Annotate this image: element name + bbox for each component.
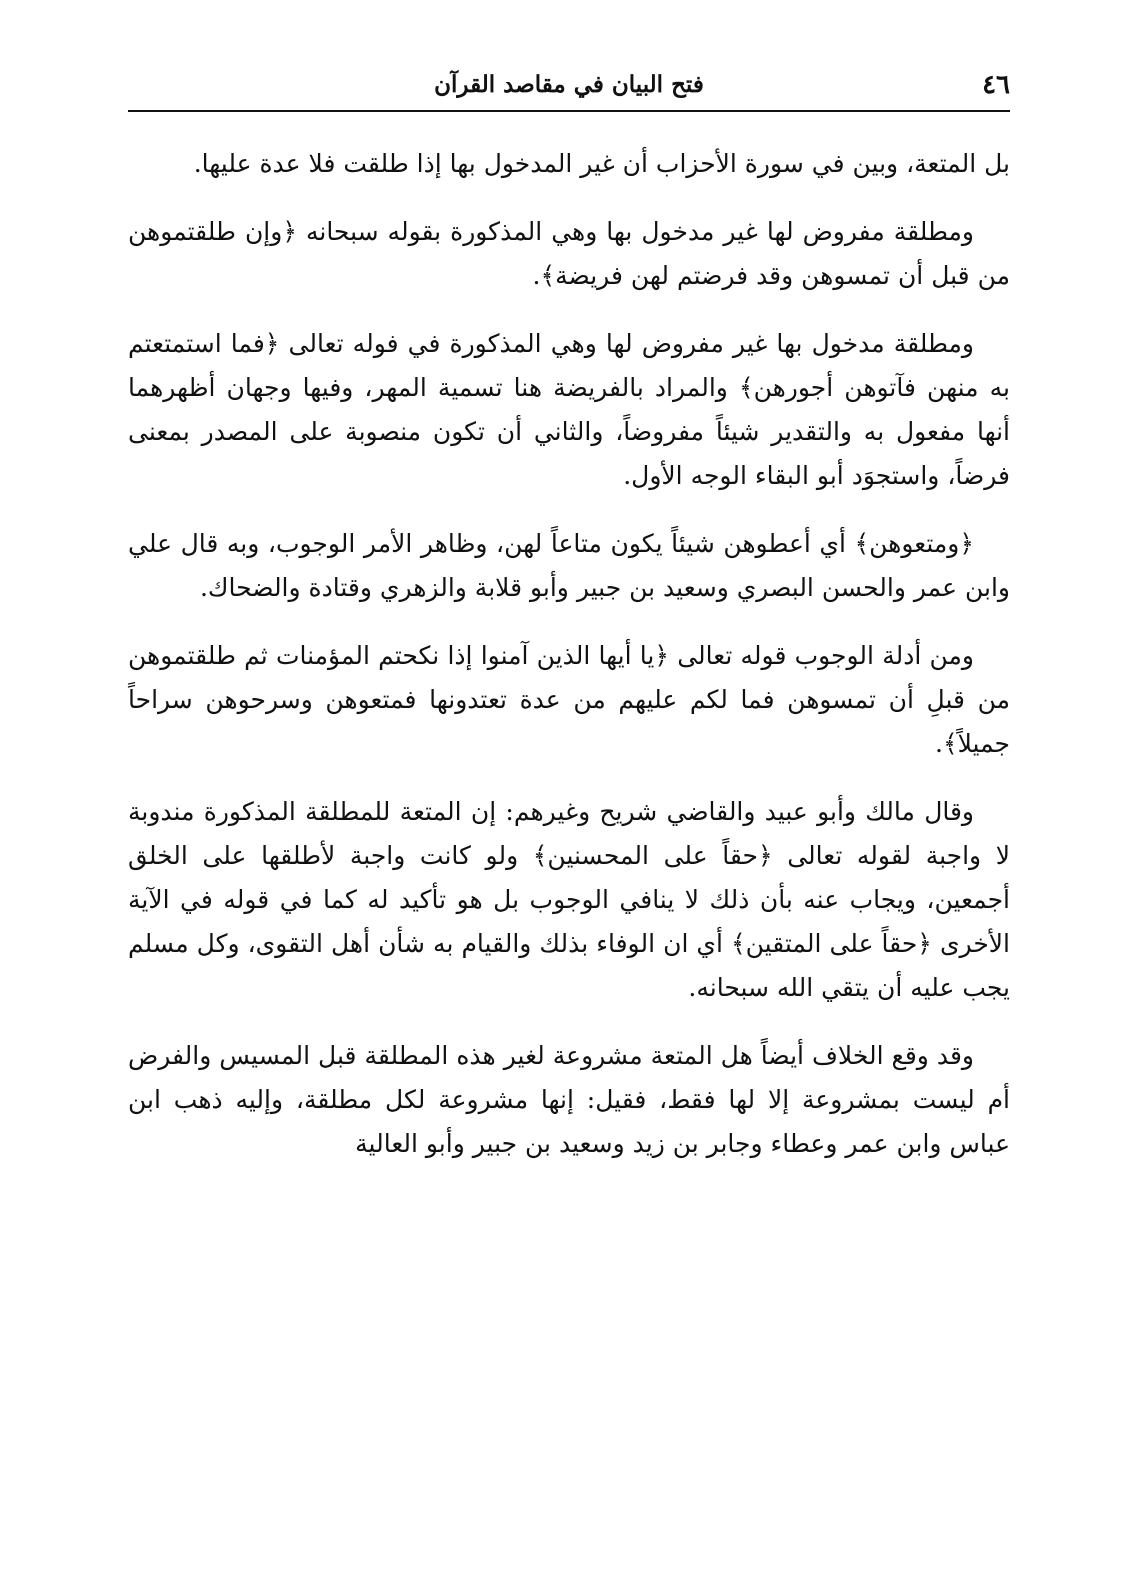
page-body xyxy=(128,142,1010,1166)
paragraph: ومن أدلة الوجوب قوله تعالى ﴿يا أيها الذين آمنوا إذا نكحتم المؤمنات ثم طلقتموهن من قبلِ أن تمسوهن فما لكم عليهم من عدة تعتدونها فمتعوهن وسرحوهن سراحاً جميلاً﴾. xyxy=(128,641,1010,758)
paragraph: ﴿ومتعوهن﴾ أي أعطوهن شيئاً يكون متاعاً لهن، وظاهر الأمر الوجوب، وبه قال علي وابن عمر والحسن البصري وسعيد بن جبير وأبو قلابة والزهري وقتادة والضحاك. xyxy=(128,529,1010,602)
paragraph: ومطلقة مفروض لها غير مدخول بها وهي المذكورة بقوله سبحانه ﴿وإن طلقتموهن من قبل أن تمسوهن وقد فرضتم لهن فريضة﴾. xyxy=(128,217,1010,290)
page-number: ٤٦ xyxy=(982,70,1010,100)
paragraph: وقال مالك وأبو عبيد والقاضي شريح وغيرهم: إن المتعة للمطلقة المذكورة مندوبة لا واجبة لقوله تعالى ﴿حقاً على المحسنين﴾ ولو كانت واجبة لأطلقها على الخلق أجمعين، ويجاب عنه بأن ذلك لا ينافي الوجوب بل هو تأكيد له كما في قوله في الآية الأخرى ﴿حقاً على المتقين﴾ أي ان الوفاء بذلك والقيام به شأن أهل التقوى، وكل مسلم يجب عليه أن يتقي الله سبحانه. xyxy=(128,797,1010,1002)
paragraph: ومطلقة مدخول بها غير مفروض لها وهي المذكورة في فوله تعالى ﴿فما استمتعتم به منهن فآتوهن أجورهن﴾ والمراد بالفريضة هنا تسمية المهر، وفيها وجهان أظهرهما أنها مفعول به والتقدير شيئاً مفروضاً، والثاني أن تكون منصوبة على المصدر بمعنى فرضاً، واستجوَد أبو البقاء الوجه الأول. xyxy=(128,329,1010,490)
paragraph: وقد وقع الخلاف أيضاً هل المتعة مشروعة لغير هذه المطلقة قبل المسيس والفرض أم ليست بمشروعة إلا لها فقط، فقيل: إنها مشروعة لكل مطلقة، وإليه ذهب ابن عباس وابن عمر وعطاء وجابر بن زيد وسعيد بن جبير وأبو العالية xyxy=(128,1041,1010,1158)
running-header xyxy=(128,60,1010,112)
book-page xyxy=(128,60,1010,1550)
paragraph: بل المتعة، وبين في سورة الأحزاب أن غير المدخول بها إذا طلقت فلا عدة عليها. xyxy=(193,149,1010,178)
book-title: فتح البيان في مقاصد القرآن xyxy=(434,71,704,98)
